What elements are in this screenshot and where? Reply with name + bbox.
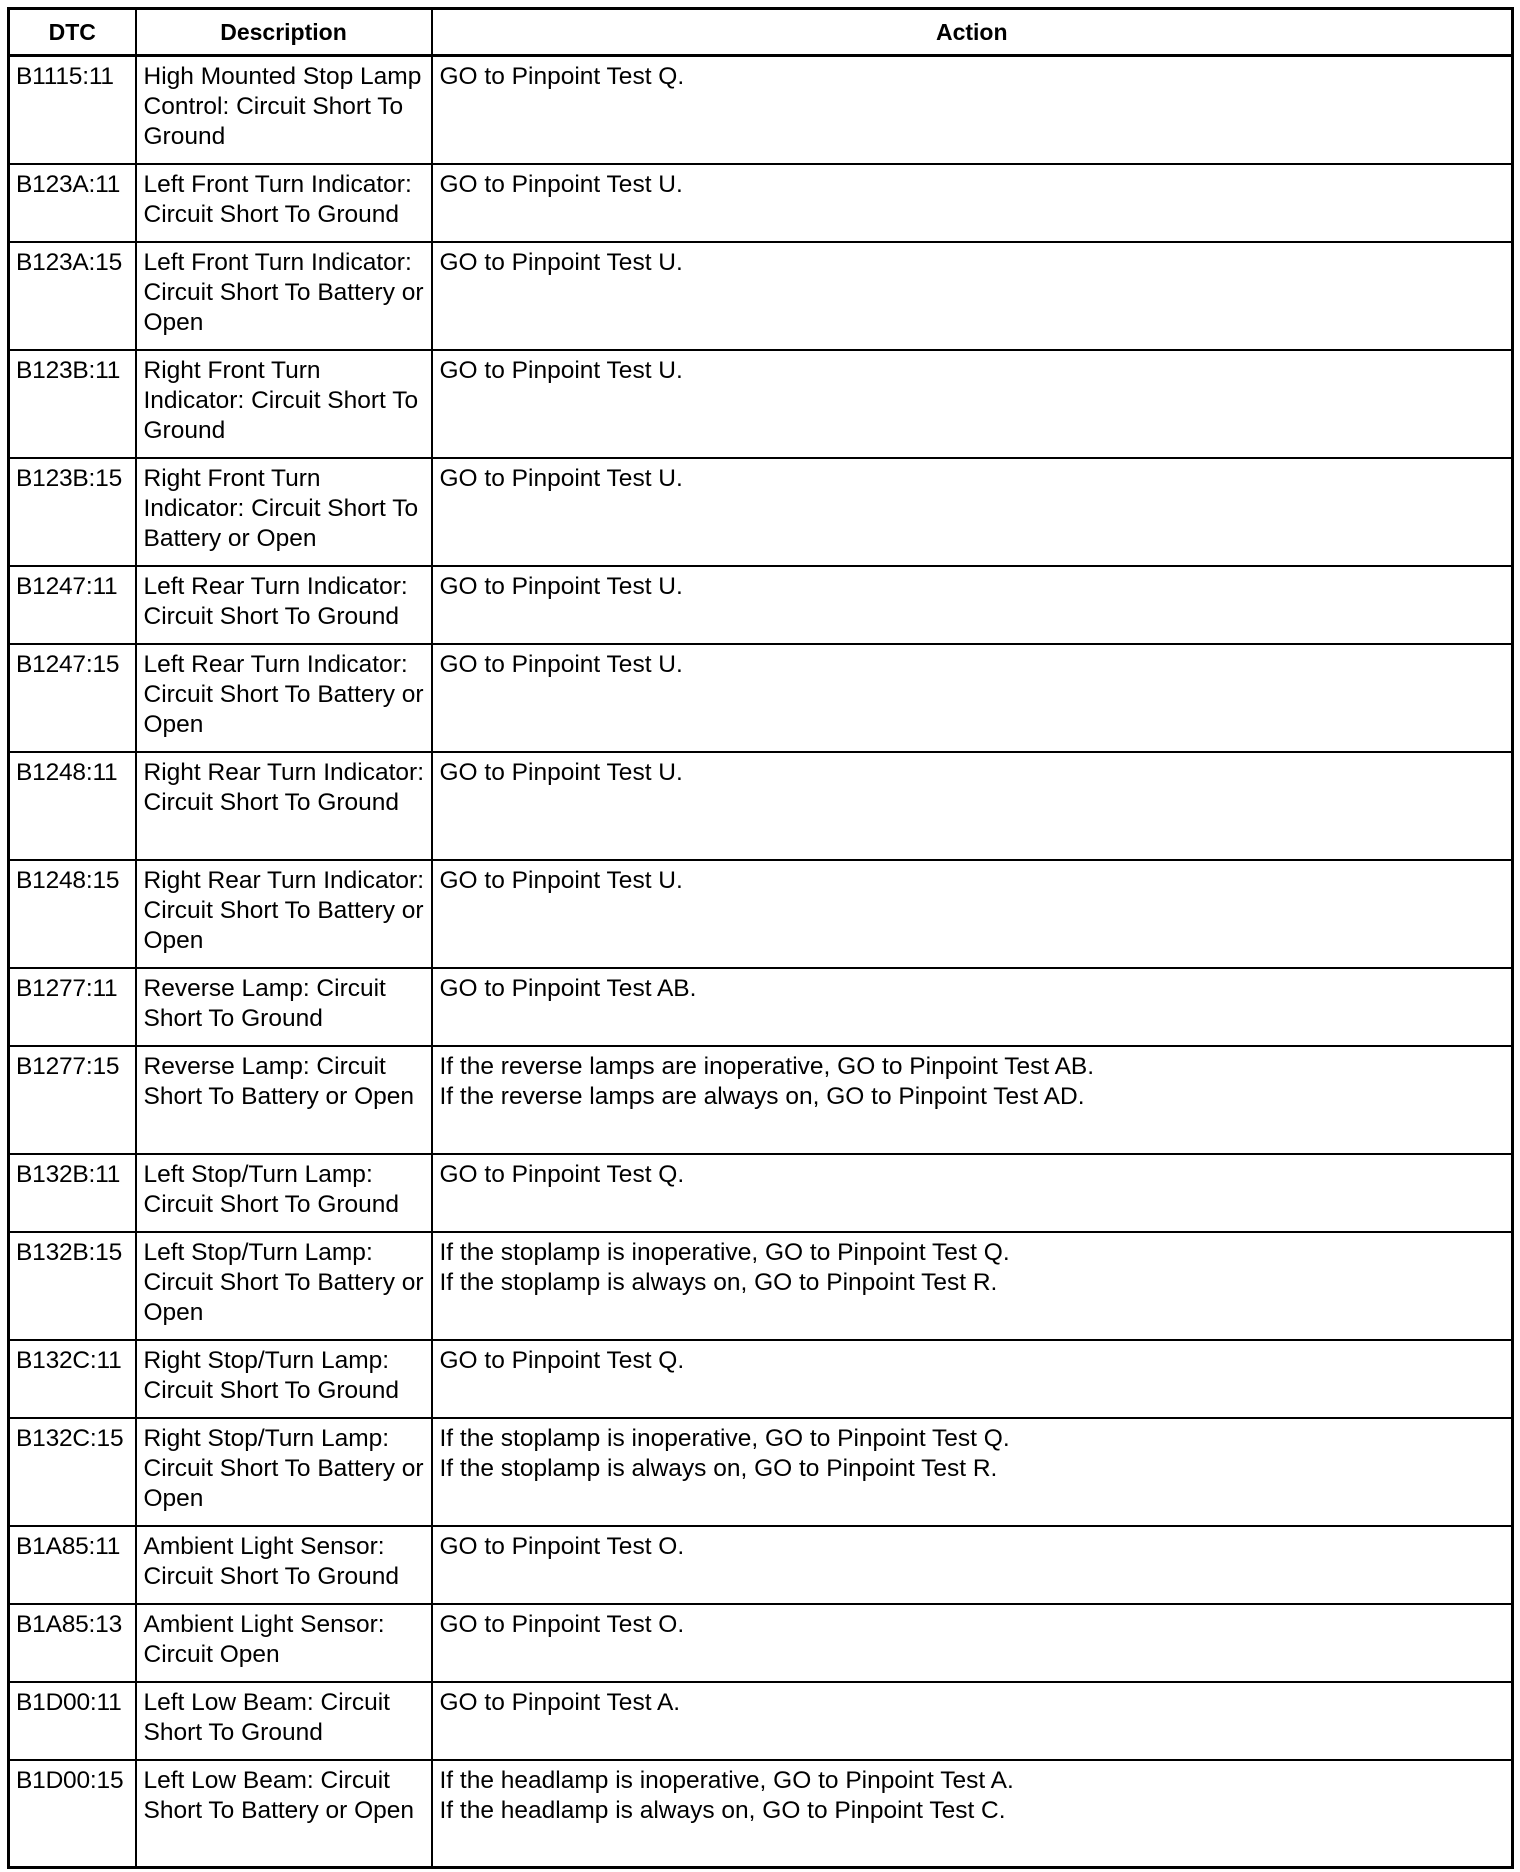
- table-row: [9, 1232, 1513, 1340]
- description-cell: Right Front Turn Indicator: Circuit Short To Battery or Open: [136, 458, 432, 566]
- table-row: [9, 1682, 1513, 1760]
- action-cell: [432, 566, 1513, 644]
- table-row: [9, 1340, 1513, 1418]
- action-line: If the reverse lamps are inoperative, GO to Pinpoint Test AB.: [439, 1052, 1095, 1080]
- dtc-code-cell: B1A85:11: [9, 1526, 136, 1604]
- table-row: [9, 458, 1513, 566]
- action-line: GO to Pinpoint Test U.: [439, 866, 683, 894]
- action-cell: [432, 1046, 1513, 1154]
- table-row: [9, 860, 1513, 968]
- action-line: GO to Pinpoint Test U.: [439, 464, 683, 492]
- table-row: [9, 1526, 1513, 1604]
- table-row: [9, 56, 1513, 164]
- action-line: GO to Pinpoint Test AB.: [439, 974, 697, 1002]
- action-cell: [432, 860, 1513, 968]
- description-cell: Right Stop/Turn Lamp: Circuit Short To Battery or Open: [136, 1418, 432, 1526]
- action-cell: [432, 1760, 1513, 1868]
- action-cell: [432, 1418, 1513, 1526]
- table-row: [9, 164, 1513, 242]
- action-line: GO to Pinpoint Test U.: [439, 650, 683, 678]
- action-line: If the headlamp is inoperative, GO to Pinpoint Test A.: [439, 1766, 1014, 1794]
- description-cell: Left Rear Turn Indicator: Circuit Short To Ground: [136, 566, 432, 644]
- description-cell: Right Rear Turn Indicator: Circuit Short To Battery or Open: [136, 860, 432, 968]
- action-line: GO to Pinpoint Test U.: [439, 248, 683, 276]
- action-line: GO to Pinpoint Test A.: [439, 1688, 681, 1716]
- description-cell: Left Rear Turn Indicator: Circuit Short To Battery or Open: [136, 644, 432, 752]
- action-cell: [432, 242, 1513, 350]
- action-cell: [432, 968, 1513, 1046]
- dtc-code-cell: B132C:15: [9, 1418, 136, 1526]
- dtc-code-cell: B123A:15: [9, 242, 136, 350]
- action-cell: [432, 164, 1513, 242]
- action-line: If the stoplamp is inoperative, GO to Pinpoint Test Q.: [439, 1238, 1010, 1266]
- dtc-code-cell: B1A85:13: [9, 1604, 136, 1682]
- action-cell: [432, 644, 1513, 752]
- dtc-code-cell: B132B:15: [9, 1232, 136, 1340]
- description-cell: Right Stop/Turn Lamp: Circuit Short To Ground: [136, 1340, 432, 1418]
- table-body: [9, 56, 1513, 1868]
- action-cell: [432, 1526, 1513, 1604]
- action-cell: [432, 1604, 1513, 1682]
- action-cell: [432, 1154, 1513, 1232]
- action-cell: [432, 350, 1513, 458]
- dtc-code-cell: B132B:11: [9, 1154, 136, 1232]
- action-line: GO to Pinpoint Test U.: [439, 356, 683, 384]
- dtc-code-cell: B1277:11: [9, 968, 136, 1046]
- table-row: [9, 1760, 1513, 1868]
- action-line: If the headlamp is always on, GO to Pinpoint Test C.: [439, 1796, 1006, 1824]
- table-row: [9, 1154, 1513, 1232]
- action-cell: [432, 56, 1513, 164]
- header-dtc: DTC: [9, 9, 136, 56]
- dtc-table-container: [7, 7, 1511, 1869]
- action-line: GO to Pinpoint Test U.: [439, 758, 683, 786]
- description-cell: Left Stop/Turn Lamp: Circuit Short To Ground: [136, 1154, 432, 1232]
- description-cell: Left Low Beam: Circuit Short To Ground: [136, 1682, 432, 1760]
- dtc-code-cell: B1248:11: [9, 752, 136, 860]
- table-row: [9, 566, 1513, 644]
- table-row: [9, 350, 1513, 458]
- table-header-row: [9, 9, 1513, 56]
- action-cell: [432, 1682, 1513, 1760]
- action-cell: [432, 1340, 1513, 1418]
- dtc-code-cell: B123A:11: [9, 164, 136, 242]
- action-line: GO to Pinpoint Test Q.: [439, 63, 685, 90]
- dtc-code-cell: B1247:15: [9, 644, 136, 752]
- dtc-code-cell: B1D00:11: [9, 1682, 136, 1760]
- dtc-code-cell: B1115:11: [9, 56, 136, 164]
- dtc-code-cell: B1277:15: [9, 1046, 136, 1154]
- action-line: If the stoplamp is always on, GO to Pinpoint Test R.: [439, 1454, 998, 1482]
- table-row: [9, 968, 1513, 1046]
- action-cell: [432, 752, 1513, 860]
- dtc-code-cell: B123B:11: [9, 350, 136, 458]
- description-cell: Reverse Lamp: Circuit Short To Battery or Open: [136, 1046, 432, 1154]
- action-line: GO to Pinpoint Test Q.: [439, 1346, 685, 1374]
- dtc-code-cell: B1247:11: [9, 566, 136, 644]
- dtc-code-cell: B123B:15: [9, 458, 136, 566]
- dtc-code-cell: B132C:11: [9, 1340, 136, 1418]
- header-action: Action: [432, 9, 1513, 56]
- action-line: If the stoplamp is always on, GO to Pinpoint Test R.: [439, 1268, 998, 1296]
- description-cell: Right Front Turn Indicator: Circuit Short To Ground: [136, 350, 432, 458]
- action-line: GO to Pinpoint Test U.: [439, 170, 683, 198]
- description-cell: Left Front Turn Indicator: Circuit Short To Battery or Open: [136, 242, 432, 350]
- action-cell: [432, 1232, 1513, 1340]
- dtc-code-cell: B1248:15: [9, 860, 136, 968]
- table-row: [9, 242, 1513, 350]
- description-cell: Left Front Turn Indicator: Circuit Short To Ground: [136, 164, 432, 242]
- description-cell: Right Rear Turn Indicator: Circuit Short To Ground: [136, 752, 432, 860]
- action-line: GO to Pinpoint Test U.: [439, 572, 683, 600]
- description-cell: High Mounted Stop Lamp Control: Circuit Short To Ground: [136, 56, 432, 164]
- action-line: If the reverse lamps are always on, GO to Pinpoint Test AD.: [439, 1082, 1085, 1110]
- table-row: [9, 644, 1513, 752]
- description-cell: Ambient Light Sensor: Circuit Short To Ground: [136, 1526, 432, 1604]
- table-row: [9, 1418, 1513, 1526]
- description-cell: Left Low Beam: Circuit Short To Battery or Open: [136, 1760, 432, 1868]
- action-line: GO to Pinpoint Test O.: [439, 1532, 685, 1560]
- description-cell: Reverse Lamp: Circuit Short To Ground: [136, 968, 432, 1046]
- action-line: If the stoplamp is inoperative, GO to Pinpoint Test Q.: [439, 1424, 1010, 1452]
- description-cell: Ambient Light Sensor: Circuit Open: [136, 1604, 432, 1682]
- table-row: [9, 1604, 1513, 1682]
- table-row: [9, 752, 1513, 860]
- dtc-table: [7, 7, 1514, 1869]
- table-row: [9, 1046, 1513, 1154]
- header-description: Description: [136, 9, 432, 56]
- action-cell: [432, 458, 1513, 566]
- action-line: GO to Pinpoint Test Q.: [439, 1160, 685, 1188]
- action-line: GO to Pinpoint Test O.: [439, 1610, 685, 1638]
- description-cell: Left Stop/Turn Lamp: Circuit Short To Battery or Open: [136, 1232, 432, 1340]
- dtc-code-cell: B1D00:15: [9, 1760, 136, 1868]
